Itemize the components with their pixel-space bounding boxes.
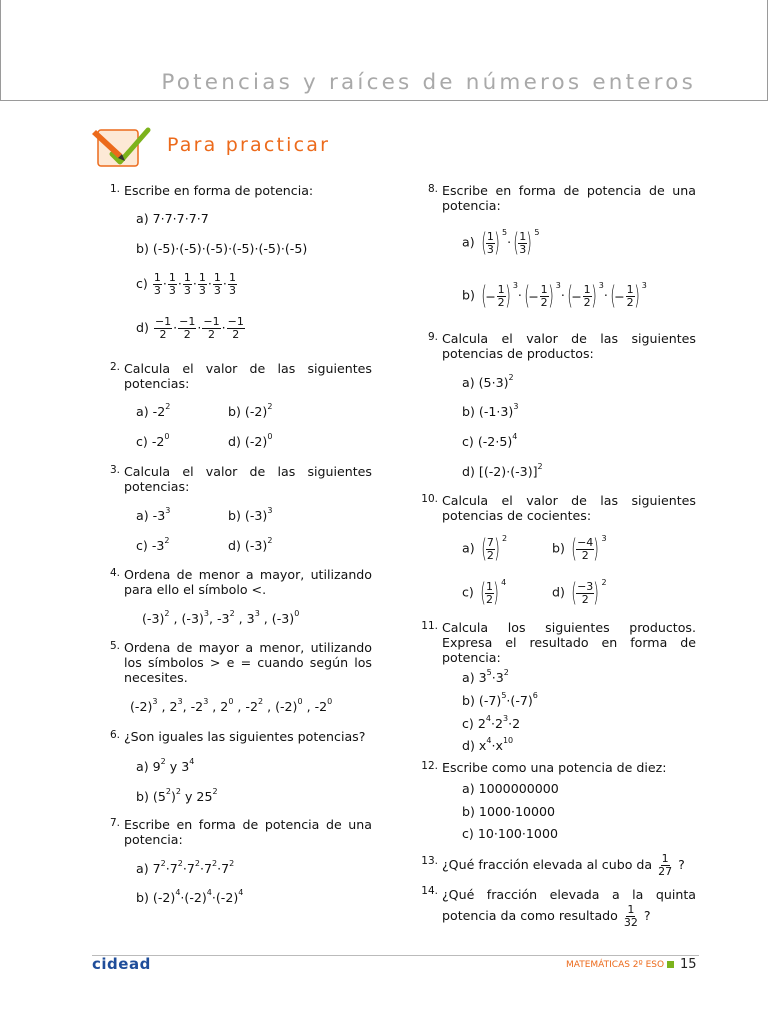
question-3 <box>102 464 372 494</box>
question-text: Escribe en forma de potencia de una potencia: <box>124 817 372 847</box>
brand-logo: cidead <box>92 955 151 973</box>
exercise-item: a) $7^2\cdot 7^2\cdot 7^2\cdot 7^2\cdot 7^2$ <box>136 859 235 876</box>
footer-square-icon <box>667 961 674 968</box>
question-number: 6. <box>109 729 120 741</box>
question-text: Calcula los siguientes productos. Expresa el resultado en forma de potencia: <box>442 620 696 665</box>
question-number: 5. <box>109 640 120 652</box>
question-number: 13. <box>421 855 438 867</box>
exercise-item: a) $-2^2$ <box>136 402 171 419</box>
question-6 <box>102 729 372 744</box>
question-number: 3. <box>109 464 120 476</box>
exercise-item: a) 7·7·7·7·7 <box>136 211 209 226</box>
question-number: 10. <box>421 493 438 505</box>
exercise-item: c) 10·100·1000 <box>462 826 558 841</box>
exercise-item: b) 1000·10000 <box>462 804 556 819</box>
exercise-item: b) ( − 1 2 ) $^3$· ( − 1 2 ) $^3$· ( − 1 2 ) $^3$· ( − 1 2 ) $^3$ <box>462 281 647 311</box>
exercise-item: d) $x^4\cdot x^{10}$ <box>462 736 514 753</box>
exercise-item: c) $2^4\cdot 2^3\cdot 2$ <box>462 714 521 731</box>
question-number: 11. <box>421 620 438 632</box>
exercise-item: d) $(-3)^2$ <box>228 536 273 553</box>
exercise-item: d) $(-2)^0$ <box>228 432 273 449</box>
question-text: Escribe en forma de potencia de una potencia: <box>442 183 696 213</box>
question-text: Calcula el valor de las siguientes potencias de cocientes: <box>442 493 696 523</box>
question-10 <box>420 493 696 523</box>
exercise-item: b) (-5)·(-5)·(-5)·(-5)·(-5)·(-5) <box>136 241 308 256</box>
question-9 <box>420 331 696 361</box>
exercise-item: d) $\frac{-1}{2}$ · $\frac{-1}{2}$ · $\frac{-1}{2}$ · $\frac{-1}{2}$ <box>136 315 244 341</box>
exercise-item: b) $(-1\cdot 3)^3$ <box>462 402 519 419</box>
question-4 <box>102 567 372 597</box>
exercise-item: a) $-3^3$ <box>136 506 171 523</box>
section-title: Para practicar <box>167 134 331 156</box>
question-12 <box>420 760 696 775</box>
question-text: Escribe como una potencia de diez: <box>442 760 667 775</box>
exercise-item: b) ( −4 2 ) $^3$ <box>552 534 607 564</box>
question-text: Ordena de mayor a menor, utilizando los símbolos > e = cuando según los necesites. <box>124 640 372 685</box>
footer-subject: MATEMÁTICAS 2º ESO <box>566 960 665 970</box>
question-number: 9. <box>427 331 438 343</box>
exercise-item: d) ( −3 2 ) $^2$ <box>552 578 607 608</box>
question-number: 2. <box>109 361 120 373</box>
question-7 <box>102 817 372 847</box>
exercise-item: a) $3^5\cdot 3^2$ <box>462 668 509 685</box>
exercise-item: c) $(-2\cdot 5)^4$ <box>462 432 518 449</box>
question-text: Calcula el valor de las siguientes potencias: <box>124 464 372 494</box>
page-title: Potencias y raíces de números enteros <box>161 70 696 95</box>
question-text: ¿Son iguales las siguientes potencias? <box>124 729 366 744</box>
exercise-item: $(-3)^2$ , $(-3)^3$, $-3^2$ , $3^3$ , $(-3)^0$ <box>142 609 300 626</box>
exercise-item: $(-2)^3$ , $2^3$, $-2^3$ , $2^0$ , $-2^2$ , $(-2)^0$ , $-2^0$ <box>130 697 333 714</box>
exercise-item: a) $9^2$ y $3^4$ <box>136 757 195 774</box>
footer-divider <box>92 955 699 956</box>
question-text: Calcula el valor de las siguientes potencias: <box>124 361 372 391</box>
exercise-item: b) $(5^2)^2$ y $25^2$ <box>136 787 218 804</box>
question-text: ¿Qué fracción elevada al cubo da $\frac{1}{27}$ ? <box>442 852 685 878</box>
question-14 <box>420 885 696 929</box>
exercise-item: d) $[(-2)\cdot(-3)]^2$ <box>462 462 543 479</box>
question-13 <box>420 853 696 878</box>
question-number: 12. <box>421 760 438 772</box>
exercise-item: c) ( 1 2 ) $^4$ <box>462 578 507 608</box>
exercise-item: a) ( 7 2 ) $^2$ <box>462 534 508 564</box>
pencil-check-icon <box>92 124 152 170</box>
question-text: Calcula el valor de las siguientes potencias de productos: <box>442 331 696 361</box>
exercise-item: c) $-3^2$ <box>136 536 170 553</box>
exercise-item: b) $(-2)^2$ <box>228 402 273 419</box>
exercise-item: a) 1000000000 <box>462 781 559 796</box>
exercise-item: a) ( 1 3 ) $^5$· ( 1 3 ) $^5$ <box>462 228 540 258</box>
question-2 <box>102 361 372 391</box>
question-number: 14. <box>421 885 438 897</box>
question-text: ¿Qué fracción elevada a la quinta potencia da como resultado $\frac{1}{32}$ ? <box>442 887 696 929</box>
question-1 <box>102 183 372 198</box>
question-number: 1. <box>109 183 120 195</box>
exercise-item: c) $-2^0$ <box>136 432 170 449</box>
question-text: Escribe en forma de potencia: <box>124 183 314 198</box>
exercise-item: b) $(-2)^4\cdot(-2)^4\cdot(-2)^4$ <box>136 888 244 905</box>
question-number: 7. <box>109 817 120 829</box>
exercise-item: a) $(5\cdot 3)^2$ <box>462 373 514 390</box>
question-8 <box>420 183 696 213</box>
exercise-item: c) $\frac{1}{3}$ · $\frac{1}{3}$ · $\frac{1}{3}$ · $\frac{1}{3}$ · $\frac{1}{3}$ · $\frac{1}{3}$ <box>136 271 236 297</box>
question-5 <box>102 640 372 685</box>
exercise-item: b) $(-3)^3$ <box>228 506 273 523</box>
question-text: Ordena de menor a mayor, utilizando para ello el símbolo <. <box>124 567 372 597</box>
page-number: 15 <box>680 957 697 972</box>
exercise-item: b) $(-7)^5\cdot(-7)^6$ <box>462 691 538 708</box>
question-11 <box>420 620 696 665</box>
question-number: 4. <box>109 567 120 579</box>
question-number: 8. <box>427 183 438 195</box>
